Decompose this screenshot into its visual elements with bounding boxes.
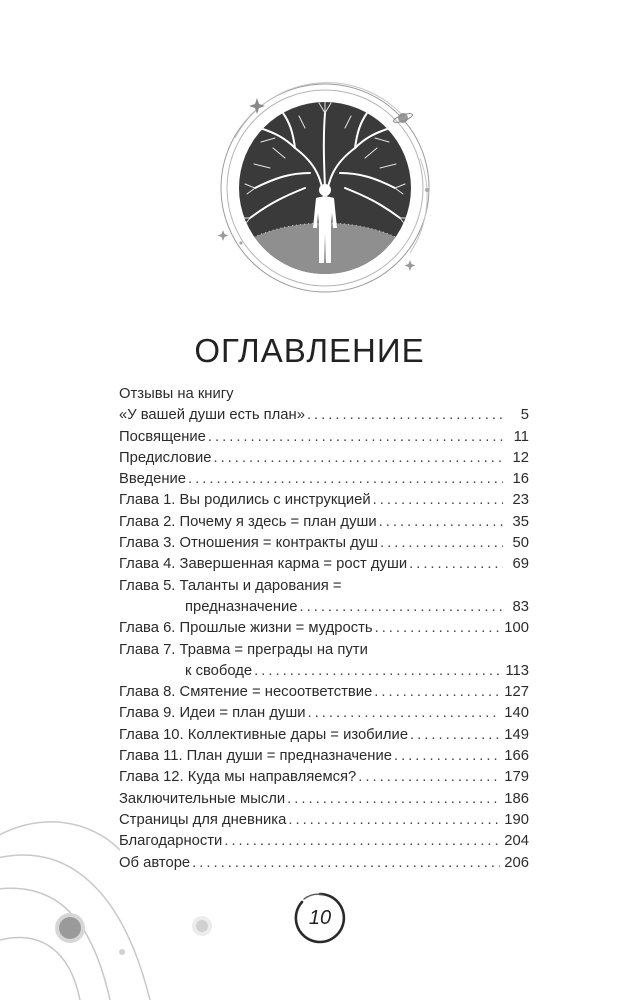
toc-page-number: 113 <box>505 662 529 679</box>
toc-page-number: 35 <box>512 513 529 530</box>
dot-leader <box>373 490 503 511</box>
dot-leader <box>379 512 503 533</box>
toc-entry <box>119 469 529 490</box>
star-icon <box>218 230 229 241</box>
dot-leader <box>299 597 503 618</box>
planet-icon <box>55 913 85 943</box>
toc-entry-title: Глава 4. Завершенная карма = рост души <box>119 556 408 573</box>
toc-entry-title: Глава 6. Прошлые жизни = мудрость <box>119 620 373 637</box>
toc-entry-title: Глава 12. Куда мы направляемся? <box>119 769 357 786</box>
toc-entry-title-line: Глава 5. Таланты и дарования = <box>119 577 342 594</box>
toc-entry-title-line: Отзывы на книгу <box>119 386 234 402</box>
orbit-ornament-icon <box>0 820 230 1000</box>
tree-of-life-emblem-icon <box>205 78 445 298</box>
toc-entry <box>119 512 529 533</box>
toc-entry <box>119 384 529 427</box>
dot-leader <box>254 661 501 682</box>
toc-page-number: 206 <box>504 854 529 871</box>
dot-leader <box>409 554 503 575</box>
toc-entry <box>119 746 529 767</box>
dot-leader <box>410 725 500 746</box>
toc-entry <box>119 554 529 575</box>
toc-entry-title: Введение <box>119 471 186 488</box>
toc-entry <box>119 703 529 724</box>
dot-leader <box>213 448 503 469</box>
toc-entry <box>119 448 529 469</box>
toc-page-number: 23 <box>512 492 529 509</box>
toc-entry-title: Глава 9. Идеи = план души <box>119 705 306 722</box>
toc-entry-title: Заключительные мысли <box>119 790 286 807</box>
toc-entry <box>119 490 529 511</box>
dot-leader <box>188 469 503 490</box>
toc-entry-title: Благодарности <box>119 833 223 850</box>
star-icon <box>405 260 416 271</box>
toc-entry <box>119 682 529 703</box>
toc-page-number: 16 <box>512 471 529 488</box>
toc-entry-title: Глава 3. Отношения = контракты душ <box>119 535 378 552</box>
toc-page-number: 166 <box>504 748 529 765</box>
toc-entry-title: к свободе <box>185 662 253 679</box>
dot-leader <box>374 682 500 703</box>
toc-page-number: 5 <box>520 407 529 424</box>
dot-leader <box>307 405 503 426</box>
toc-entry <box>119 640 529 683</box>
toc-page-number: 11 <box>513 428 529 445</box>
toc-page-number: 83 <box>512 598 529 615</box>
toc-entry <box>119 427 529 448</box>
table-of-contents <box>119 384 529 874</box>
planet-icon <box>393 112 414 124</box>
toc-entry-title: предназначение <box>185 598 298 615</box>
page-number-badge <box>292 890 348 946</box>
star-icon <box>249 98 265 114</box>
toc-page-number: 149 <box>504 726 529 743</box>
toc-page-number: 50 <box>512 535 529 552</box>
toc-entry-title: Страницы для дневника <box>119 811 287 828</box>
toc-page-number: 179 <box>504 769 529 786</box>
page-number: 10 <box>308 907 332 929</box>
toc-entry-title: Глава 8. Смятение = несоответствие <box>119 684 373 701</box>
page-title: ОГЛАВЛЕНИЕ <box>194 332 425 370</box>
toc-entry <box>119 533 529 554</box>
dot-leader <box>394 746 500 767</box>
toc-page-number: 12 <box>512 449 529 466</box>
dot-leader <box>192 853 500 874</box>
toc-entry <box>119 789 529 810</box>
toc-entry-title: Глава 10. Коллективные дары = изобилие <box>119 726 409 743</box>
dot-leader <box>358 767 500 788</box>
toc-entry-title: Об авторе <box>119 854 191 871</box>
toc-page-number: 190 <box>504 811 529 828</box>
toc-entry-title-line: Глава 7. Травма = преграды на пути <box>119 641 368 658</box>
dot-leader <box>308 703 501 724</box>
dot-leader <box>208 427 503 448</box>
dot-leader <box>224 831 500 852</box>
toc-page-number: 186 <box>504 790 529 807</box>
dot-leader <box>375 618 501 639</box>
toc-entry <box>119 576 529 619</box>
toc-page-number: 140 <box>504 705 529 722</box>
toc-entry-title: Предисловие <box>119 449 212 466</box>
dot-leader <box>288 810 500 831</box>
dot-leader <box>287 789 500 810</box>
toc-entry-title: «У вашей души есть план» <box>119 407 305 424</box>
toc-page-number: 69 <box>512 556 529 573</box>
toc-entry-title: Глава 2. Почему я здесь = план души <box>119 513 377 530</box>
toc-entry <box>119 725 529 746</box>
toc-entry <box>119 618 529 639</box>
dot-leader <box>380 533 503 554</box>
toc-entry-title: Глава 1. Вы родились с инструкцией <box>119 492 371 509</box>
toc-entry <box>119 767 529 788</box>
toc-page-number: 204 <box>504 833 529 850</box>
toc-page-number: 127 <box>504 684 529 701</box>
toc-entry-title: Глава 11. План души = предназначение <box>119 748 392 765</box>
toc-page-number: 100 <box>504 620 529 637</box>
toc-entry-title: Посвящение <box>119 428 206 445</box>
